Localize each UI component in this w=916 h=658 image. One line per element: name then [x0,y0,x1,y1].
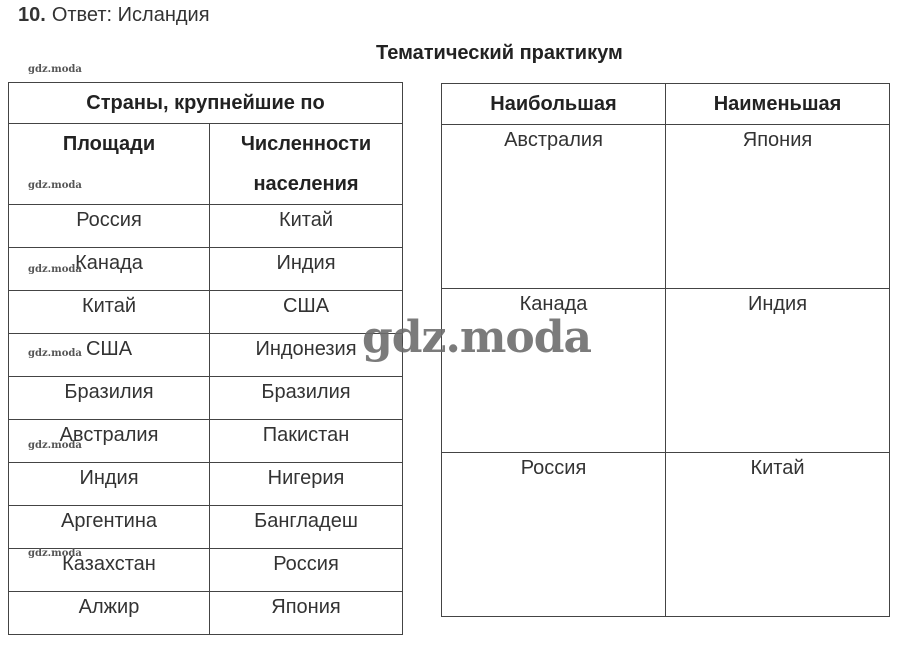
table-cell: Индия [210,248,403,291]
table-cell: Япония [210,592,403,635]
table-cell: Канада [9,248,210,291]
column-header-smallest: Наименьшая [666,84,890,125]
answer-line [18,4,210,27]
table-cell: Россия [210,549,403,592]
table-cell: Индия [666,289,890,453]
table-cell: Китай [9,291,210,334]
watermark-small: gdz.moda [28,264,82,275]
answer-text: Ответ: Исландия [51,4,210,26]
table-cell: Индонезия [210,334,403,377]
table-cell: США [9,334,210,377]
table-cell: Аргентина [9,506,210,549]
column-header-population: Численности населения [210,124,403,205]
table-cell: США [210,291,403,334]
table-cell: Бангладеш [210,506,403,549]
table-cell: Япония [666,125,890,289]
section-title: Тематический практикум [376,42,623,64]
table-cell: Канада [442,289,666,453]
table-cell: Индия [9,463,210,506]
watermark-small: gdz.moda [28,440,82,451]
table-cell: Австралия [9,420,210,463]
answer-number: 10. [18,4,46,26]
table-cell: Бразилия [210,377,403,420]
table-cell: Нигерия [210,463,403,506]
table-cell: Россия [9,205,210,248]
table-cell: Китай [210,205,403,248]
table-cell: Пакистан [210,420,403,463]
watermark-small: gdz.moda [28,548,82,559]
watermark-large: gdz.moda [362,312,592,363]
watermark-small: gdz.moda [28,180,82,191]
table-cell: Китай [666,453,890,617]
table-cell: Бразилия [9,377,210,420]
table-cell: Алжир [9,592,210,635]
table-cell: Австралия [442,125,666,289]
column-header-area: Площади [9,124,210,205]
watermark-small: gdz.moda [28,348,82,359]
column-header-largest: Наибольшая [442,84,666,125]
table-header: Страны, крупнейшие по [9,83,403,124]
watermark-small: gdz.moda [28,64,82,75]
table-cell: Россия [442,453,666,617]
table-cell: Казахстан [9,549,210,592]
